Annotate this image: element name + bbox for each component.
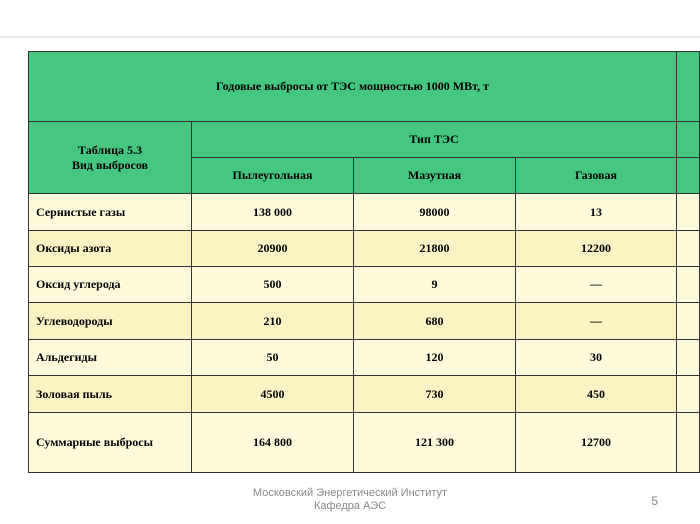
cell-value: 21800 [354,231,516,267]
table-row [29,194,700,231]
cell-value: 120 [354,340,516,376]
cell-value: 13 [516,194,677,231]
cell-value: 121 300 [354,413,516,473]
group-header-row [29,122,700,158]
cell-value: 500 [192,267,354,303]
table-edge-cell [677,267,700,303]
table-edge-cell [677,158,700,194]
table-edge-cell [677,340,700,376]
decorative-top-line [0,36,700,38]
column-header-gas: Газовая [516,158,677,194]
cell-value: 164 800 [192,413,354,473]
cell-value: 730 [354,376,516,413]
cell-value: 12700 [516,413,677,473]
cell-value: 680 [354,303,516,340]
table-row-total [29,413,700,473]
plant-type-header: Тип ТЭС [192,122,677,158]
cell-value: 50 [192,340,354,376]
row-label: Оксид углерода [29,267,192,303]
table-edge-cell [677,413,700,473]
table-number: Таблица 5.3 [78,142,142,157]
emissions-table [28,51,700,473]
table-edge-cell [677,231,700,267]
footer-department: Кафедра АЭС [313,500,387,512]
table-edge-cell [677,122,700,158]
row-label: Сернистые газы [29,194,192,231]
slide-footer [0,487,700,513]
table-title-row [29,52,700,122]
column-header-coal: Пылеугольная [192,158,354,194]
row-label: Углеводороды [29,303,192,340]
cell-value: 138 000 [192,194,354,231]
row-label: Суммарные выбросы [29,413,192,473]
cell-value: 9 [354,267,516,303]
table-edge-cell [677,52,700,122]
column-header-fuel-oil: Мазутная [354,158,516,194]
table-edge-cell [677,376,700,413]
row-label: Золовая пыль [29,376,192,413]
table-edge-cell [677,303,700,340]
table-row [29,376,700,413]
row-label: Оксиды азота [29,231,192,267]
cell-value: 30 [516,340,677,376]
footer-institute: Московский Энергетический Институт [252,487,448,499]
cell-value: 98000 [354,194,516,231]
table-edge-cell [677,194,700,231]
table-row [29,340,700,376]
cell-value: 20900 [192,231,354,267]
cell-value: 450 [516,376,677,413]
row-label: Альдегиды [29,340,192,376]
table-row [29,303,700,340]
table-corner-header [29,122,192,194]
cell-value: — [516,303,677,340]
cell-value: — [516,267,677,303]
table-row [29,231,700,267]
cell-value: 12200 [516,231,677,267]
page-number: 5 [651,494,658,508]
cell-value: 210 [192,303,354,340]
cell-value: 4500 [192,376,354,413]
table-title: Годовые выбросы от ТЭС мощностью 1000 МВт, т [29,52,677,122]
table-row [29,267,700,303]
row-header-label: Вид выбросов [71,157,149,172]
